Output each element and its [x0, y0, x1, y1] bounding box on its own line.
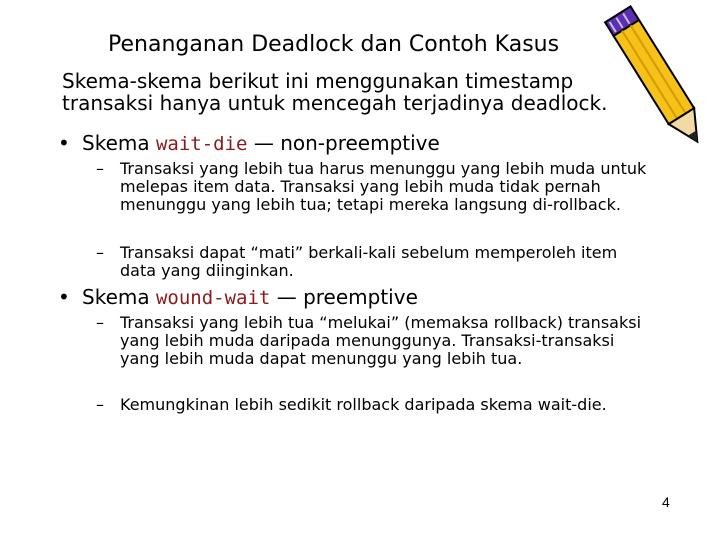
subitem-text: Transaksi dapat “mati” berkali-kali sebelum memperoleh item data yang diinginkan. [120, 243, 618, 280]
intro-text: Skema-skema berikut ini menggunakan timestamp transaksi hanya untuk mencegah terjadinya deadlock. [62, 69, 608, 115]
keyword-wait-die: wait-die [155, 133, 248, 155]
dash-marker: – [96, 313, 104, 332]
bullet-marker: • [58, 285, 70, 309]
dash-marker: – [96, 243, 104, 262]
bullet-suffix: — non-preemptive [247, 131, 440, 155]
pencil-icon [600, 0, 720, 160]
subitem-text: Transaksi yang lebih tua “melukai” (memaksa rollback) transaksi yang lebih muda daripada menunggunya. Transaksi-transaksi yang lebih muda dapat menunggu yang lebih tua. [120, 313, 642, 368]
bullet-wait-die [58, 131, 440, 156]
bullet-prefix: Skema [82, 285, 156, 309]
bullet-suffix: — preemptive [270, 285, 418, 309]
subitem [96, 244, 656, 280]
subitem-text: Kemungkinan lebih sedikit rollback daripada skema wait-die. [120, 395, 607, 414]
subitem [96, 314, 656, 368]
dash-marker: – [96, 395, 104, 414]
dash-marker: – [96, 159, 104, 178]
bullet-wound-wait [58, 285, 418, 310]
bullet-prefix: Skema [82, 131, 156, 155]
subitem-text: Transaksi yang lebih tua harus menunggu yang lebih muda untuk melepas item data. Transaksi yang lebih muda tidak pernah menunggu yang lebih tua; tetapi mereka langsung di-rollback. [120, 159, 647, 214]
slide-title: Penanganan Deadlock dan Contoh Kasus [108, 32, 560, 57]
subitem [96, 396, 656, 414]
bullet-marker: • [58, 131, 70, 155]
keyword-wound-wait: wound-wait [155, 287, 271, 309]
subitem [96, 160, 656, 214]
page-number: 4 [662, 494, 670, 510]
